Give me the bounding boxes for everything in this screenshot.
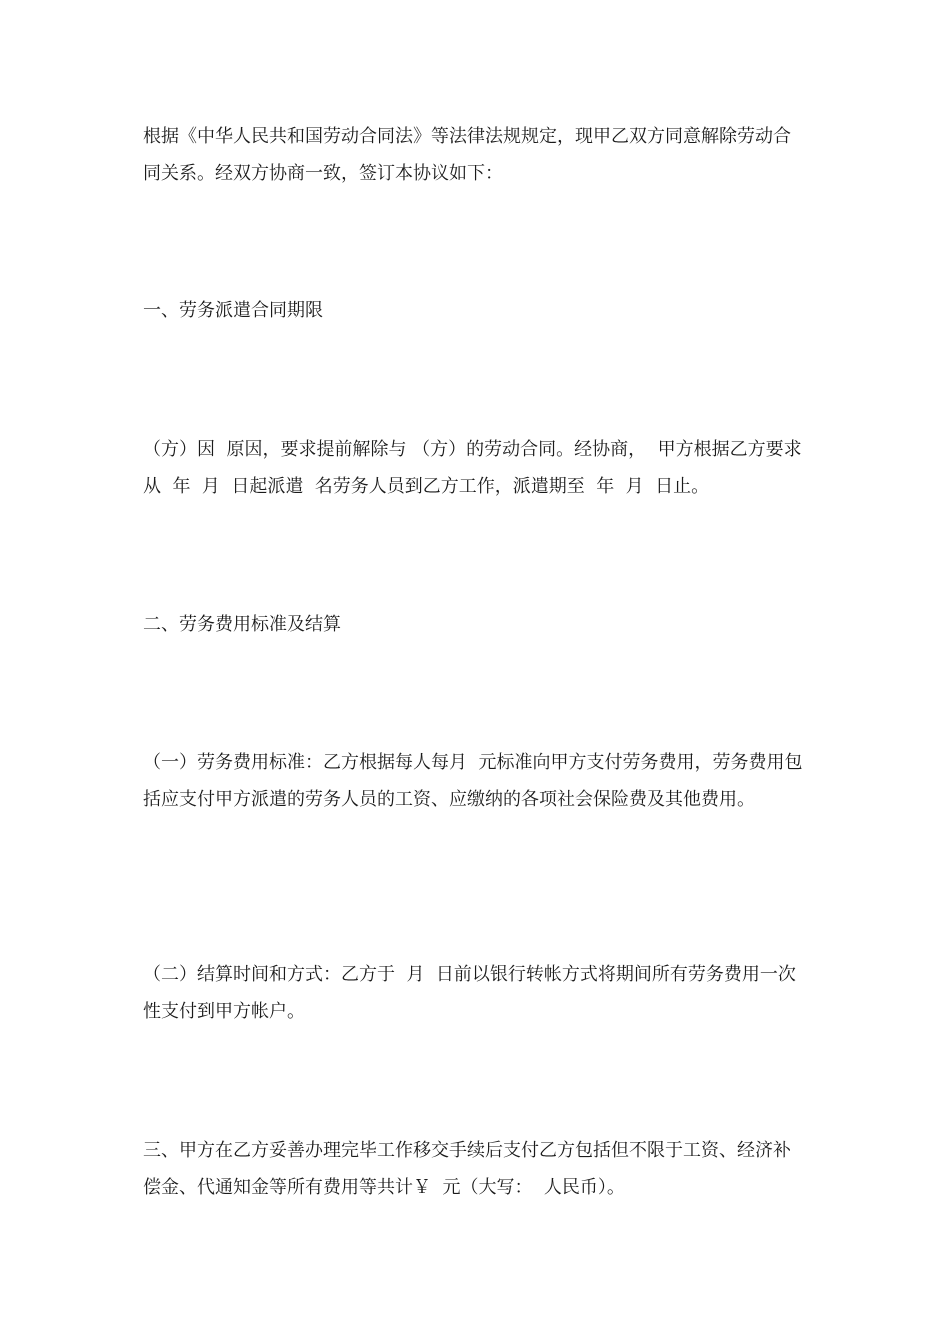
contract-term-paragraph: （方）因 原因，要求提前解除与 （方）的劳动合同。经协商， 甲方根据乙方要求从 年 月 日起派遣 名劳务人员到乙方工作，派遣期至 年 月 日止。 bbox=[143, 439, 802, 497]
section-heading-fee-standard: 二、劳务费用标准及结算 bbox=[143, 614, 341, 635]
settlement-paragraph: （二）结算时间和方式：乙方于 月 日前以银行转帐方式将期间所有劳务费用一次性支付到甲方帐户。 bbox=[143, 964, 796, 1022]
intro-paragraph: 根据《中华人民共和国劳动合同法》等法律法规规定，现甲乙双方同意解除劳动合同关系。经双方协商一致，签订本协议如下： bbox=[143, 126, 791, 184]
section-heading-contract-term: 一、劳务派遣合同期限 bbox=[143, 300, 323, 321]
payment-clause-paragraph: 三、甲方在乙方妥善办理完毕工作移交手续后支付乙方包括但不限于工资、经济补偿金、代通知金等所有费用等共计￥ 元（大写： 人民币）。 bbox=[143, 1140, 791, 1198]
fee-standard-paragraph: （一）劳务费用标准：乙方根据每人每月 元标准向甲方支付劳务费用，劳务费用包括应支付甲方派遣的劳务人员的工资、应缴纳的各项社会保险费及其他费用。 bbox=[143, 752, 803, 810]
